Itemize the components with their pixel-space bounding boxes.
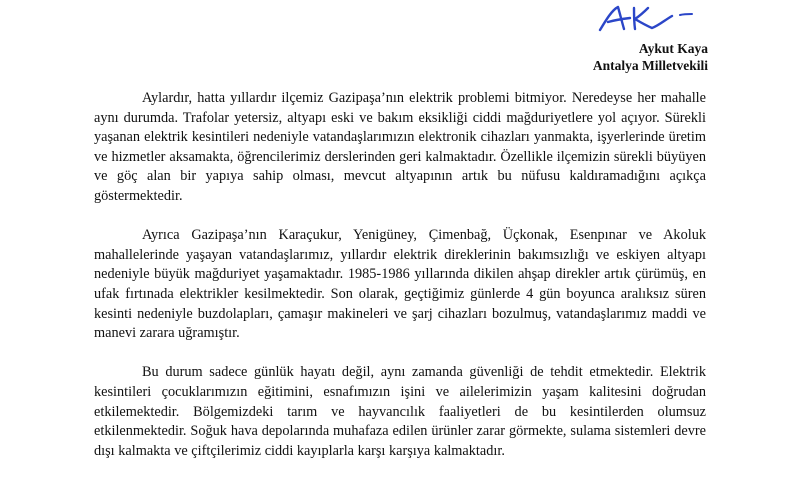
handwritten-signature: [590, 2, 700, 36]
signer-block: [593, 40, 708, 74]
letter-body: [94, 89, 706, 481]
signer-name: Aykut Kaya: [638, 41, 708, 56]
paragraph: Bu durum sadece günlük hayatı değil, aynı zamanda güvenliği de tehdit etmektedir. Elektrik kesintileri çocuklarımızın eğitimini, esnafımızın işini ve ailelerimizin yaşam kalitesini doğrudan etkilemektedir. Bölgemizdeki tarım ve hayvancılık faaliyetleri de bu kesintilerden olumsuz etkilenmektedir. Soğuk hava depolarında muhafaza edilen ürünler zarar görmekte, sulama sistemleri devre dışı kalmakta ve çiftçilerimiz ciddi kayıplarla karşı karşıya kalmaktadır.: [94, 364, 706, 459]
paragraph: Aylardır, hatta yıllardır ilçemiz Gazipaşa’nın elektrik problemi bitmiyor. Neredeyse her mahalle aynı durumda. Trafolar yetersiz, altyapı eski ve bakım eksikliği ciddi mağduriyetlere yol açıyor. Sürekli yaşanan elektrik kesintileri nedeniyle vatandaşlarımızın elektronik cihazları yanmakta, işyerlerinde üretim ve hizmetler aksamakta, öğrencilerimiz derslerinden geri kalmaktadır. Özellikle ilçemizin sürekli büyüyen ve göç alan bir yapıya sahip olması, mevcut altyapının artık bu nüfusu kaldıramadığını açıkça göstermektedir.: [94, 90, 706, 204]
signer-title: Antalya Milletvekili: [592, 58, 708, 73]
paragraph: Ayrıca Gazipaşa’nın Karaçukur, Yenigüney, Çimenbağ, Üçkonak, Esenpınar ve Akoluk mahallelerinde yaşayan vatandaşlarımız, yıllardır elektrik direklerinin bakımsızlığı ve eskiyen altyapı nedeniyle büyük mağduriyet yaşamaktadır. 1985-1986 yıllarında dikilen ahşap direkler artık çürümüş, en ufak fırtınada elektrikler kesilmektedir. Son olarak, geçtiğimiz günlerde 4 gün boyunca aralıksız süren kesinti nedeniyle buzdolapları, çamaşır makineleri ve şarj cihazları bozulmuş, vatandaşlarımız maddi ve manevi zarara uğramıştır.: [94, 227, 706, 342]
